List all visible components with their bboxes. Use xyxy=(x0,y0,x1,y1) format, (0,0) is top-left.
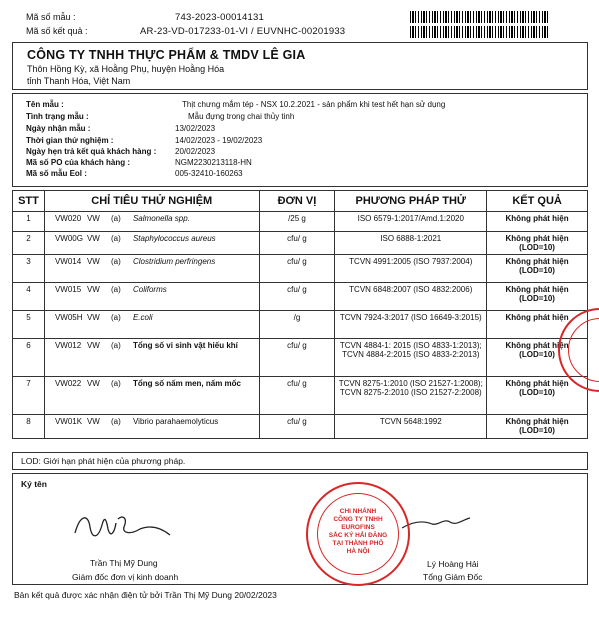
cell-test xyxy=(44,232,259,255)
test-name: Coliforms xyxy=(132,285,167,294)
cell-result xyxy=(487,232,588,255)
cell-method: TCVN 6848:2007 (ISO 4832:2006) xyxy=(335,283,487,311)
test-name: Tổng số nấm men, nấm mốc xyxy=(132,379,241,388)
barcode-result xyxy=(410,26,550,38)
result-lod: (LOD=10) xyxy=(519,243,555,252)
info-value-condition: Mẫu đựng trong chai thủy tinh xyxy=(188,112,295,121)
cell-result xyxy=(487,212,588,232)
test-name: Staphylococcus aureus xyxy=(132,234,216,243)
cell-result xyxy=(487,255,588,283)
result-text: Không phát hiện xyxy=(505,234,569,243)
cell-stt: 2 xyxy=(13,232,45,255)
test-vw: VW xyxy=(86,234,100,243)
info-label-test-time: Thời gian thử nghiệm : xyxy=(26,136,114,145)
test-code: VW012 xyxy=(54,341,82,350)
cell-unit: cfu/ g xyxy=(259,232,335,255)
cell-test xyxy=(44,377,259,415)
cell-stt: 4 xyxy=(13,283,45,311)
test-vw: VW xyxy=(86,341,100,350)
lod-note: LOD: Giới hạn phát hiện của phương pháp. xyxy=(21,456,186,466)
cell-method: ISO 6579-1:2017/Amd.1:2020 xyxy=(335,212,487,232)
table-row xyxy=(13,255,588,283)
test-code: VW020 xyxy=(54,214,82,223)
company-box xyxy=(12,42,588,90)
cell-unit: cfu/ g xyxy=(259,255,335,283)
test-accreditation: (a) xyxy=(110,214,121,223)
barcode-sample xyxy=(410,11,550,23)
result-lod: (LOD=10) xyxy=(519,426,555,435)
test-code: VW022 xyxy=(54,379,82,388)
results-table xyxy=(12,190,588,439)
company-stamp xyxy=(306,482,410,586)
cell-unit: cfu/ g xyxy=(259,377,335,415)
header-unit: ĐƠN VỊ xyxy=(259,191,335,212)
test-accreditation: (a) xyxy=(110,313,121,322)
test-vw: VW xyxy=(86,285,100,294)
info-value-sample-name: Thịt chưng mắm tép - NSX 10.2.2021 - sản phẩm khi test hết hạn sử dụng xyxy=(182,100,446,109)
info-value-due-date: 20/02/2023 xyxy=(175,147,216,156)
cell-method: TCVN 8275-1:2010 (ISO 21527-1:2008); TCVN 8275-2:2010 (ISO 21527-2:2008) xyxy=(335,377,487,415)
test-vw: VW xyxy=(86,379,100,388)
result-text: Không phát hiện xyxy=(505,214,569,223)
result-no-label: Mã số kết quả : xyxy=(26,26,88,36)
table-row xyxy=(13,377,588,415)
cell-method: TCVN 5648:1992 xyxy=(335,415,487,439)
company-name: CÔNG TY TNHH THỰC PHẨM & TMDV LÊ GIA xyxy=(27,48,306,62)
test-accreditation: (a) xyxy=(110,341,121,350)
signature-label: Ký tên xyxy=(21,479,47,489)
info-value-received: 13/02/2023 xyxy=(175,124,216,133)
test-accreditation: (a) xyxy=(110,379,121,388)
cell-test xyxy=(44,255,259,283)
test-code: VW014 xyxy=(54,257,82,266)
test-code: VW00G xyxy=(54,234,83,243)
result-text: Không phát hiện xyxy=(505,285,569,294)
table-row xyxy=(13,311,588,339)
cell-unit: cfu/ g xyxy=(259,283,335,311)
header-result: KẾT QUẢ xyxy=(487,191,588,212)
cell-test xyxy=(44,212,259,232)
test-name: E.coli xyxy=(132,313,153,322)
cell-test xyxy=(44,415,259,439)
company-address-1: Thôn Hồng Kỳ, xã Hoằng Phụ, huyện Hoằng Hóa xyxy=(27,64,225,74)
company-address-2: tỉnh Thanh Hóa, Việt Nam xyxy=(27,76,131,86)
result-text: Không phát hiện xyxy=(505,379,569,388)
info-value-eol: 005-32410-160263 xyxy=(175,169,243,178)
table-header-row xyxy=(13,191,588,212)
cell-result xyxy=(487,415,588,439)
result-lod: (LOD=10) xyxy=(519,350,555,359)
cell-stt: 6 xyxy=(13,339,45,377)
cell-test xyxy=(44,311,259,339)
test-vw: VW xyxy=(86,417,100,426)
table-row xyxy=(13,232,588,255)
test-vw: VW xyxy=(86,313,100,322)
test-accreditation: (a) xyxy=(110,285,121,294)
cell-test xyxy=(44,339,259,377)
cell-method: ISO 6888-1:2021 xyxy=(335,232,487,255)
result-text: Không phát hiện xyxy=(505,313,569,322)
cell-stt: 8 xyxy=(13,415,45,439)
cell-method: TCVN 4991:2005 (ISO 7937:2004) xyxy=(335,255,487,283)
test-accreditation: (a) xyxy=(110,257,121,266)
cell-unit: cfu/ g xyxy=(259,415,335,439)
cell-unit: /g xyxy=(259,311,335,339)
cell-method: TCVN 7924-3:2017 (ISO 16649-3:2015) xyxy=(335,311,487,339)
info-label-po: Mã số PO của khách hàng : xyxy=(26,158,131,167)
lod-note-box xyxy=(12,452,588,470)
header-method: PHƯƠNG PHÁP THỬ xyxy=(335,191,487,212)
result-lod: (LOD=10) xyxy=(519,388,555,397)
cell-stt: 5 xyxy=(13,311,45,339)
result-text: Không phát hiện xyxy=(505,341,569,350)
test-code: VW015 xyxy=(54,285,82,294)
header-stt: STT xyxy=(13,191,45,212)
left-signer-title: Giám đốc đơn vị kinh doanh xyxy=(72,572,179,582)
right-signer-name: Lý Hoàng Hải xyxy=(427,559,479,569)
cell-unit: /25 g xyxy=(259,212,335,232)
table-row xyxy=(13,415,588,439)
stamp-text: CHI NHÁNH CÔNG TY TNHH EUROFINS SẮC KÝ HẢI ĐĂNG TẠI THÀNH PHỐ HÀ NỘI xyxy=(328,508,388,555)
test-code: VW01K xyxy=(54,417,83,426)
cell-stt: 7 xyxy=(13,377,45,415)
test-name: Tổng số vi sinh vật hiếu khí xyxy=(132,341,238,350)
cell-stt: 3 xyxy=(13,255,45,283)
cell-stt: 1 xyxy=(13,212,45,232)
test-accreditation: (a) xyxy=(110,234,121,243)
result-no-value: AR-23-VD-017233-01-VI / EUVNHC-00201933 xyxy=(140,26,346,37)
info-label-due-date: Ngày hẹn trả kết quả khách hàng : xyxy=(26,147,157,156)
test-vw: VW xyxy=(86,257,100,266)
sample-no-label: Mã số mẫu : xyxy=(26,12,76,22)
result-text: Không phát hiện xyxy=(505,417,569,426)
test-name: Vibrio parahaemolyticus xyxy=(132,417,219,426)
info-value-test-time: 14/02/2023 - 19/02/2023 xyxy=(175,136,263,145)
header-test: CHỈ TIÊU THỬ NGHIỆM xyxy=(44,191,259,212)
signature-right xyxy=(398,508,478,538)
info-label-condition: Tình trạng mẫu : xyxy=(26,112,89,121)
signature-left xyxy=(70,505,180,545)
cell-test xyxy=(44,283,259,311)
test-name: Clostridium perfringens xyxy=(132,257,216,266)
test-vw: VW xyxy=(86,214,100,223)
info-label-received: Ngày nhận mẫu : xyxy=(26,124,91,133)
table-row xyxy=(13,283,588,311)
sample-no-value: 743-2023-00014131 xyxy=(175,12,264,23)
left-signer-name: Trần Thị Mỹ Dung xyxy=(90,558,158,568)
result-lod: (LOD=10) xyxy=(519,266,555,275)
table-row xyxy=(13,212,588,232)
info-value-po: NGM2230213118-HN xyxy=(175,158,252,167)
test-accreditation: (a) xyxy=(110,417,121,426)
cell-method: TCVN 4884-1: 2015 (ISO 4833-1:2013); TCVN 4884-2:2015 (ISO 4833-2:2013) xyxy=(335,339,487,377)
info-label-eol: Mã số mẫu Eol : xyxy=(26,169,87,178)
result-lod: (LOD=10) xyxy=(519,294,555,303)
cell-result xyxy=(487,283,588,311)
test-code: VW05H xyxy=(54,313,83,322)
footer-confirmation: Bản kết quả được xác nhận điện tử bởi Trần Thị Mỹ Dung 20/02/2023 xyxy=(14,590,277,600)
table-row xyxy=(13,339,588,377)
info-label-sample-name: Tên mẫu : xyxy=(26,100,64,109)
cell-unit: cfu/ g xyxy=(259,339,335,377)
test-name: Salmonella spp. xyxy=(132,214,190,223)
right-signer-title: Tổng Giám Đốc xyxy=(423,572,483,582)
result-text: Không phát hiện xyxy=(505,257,569,266)
